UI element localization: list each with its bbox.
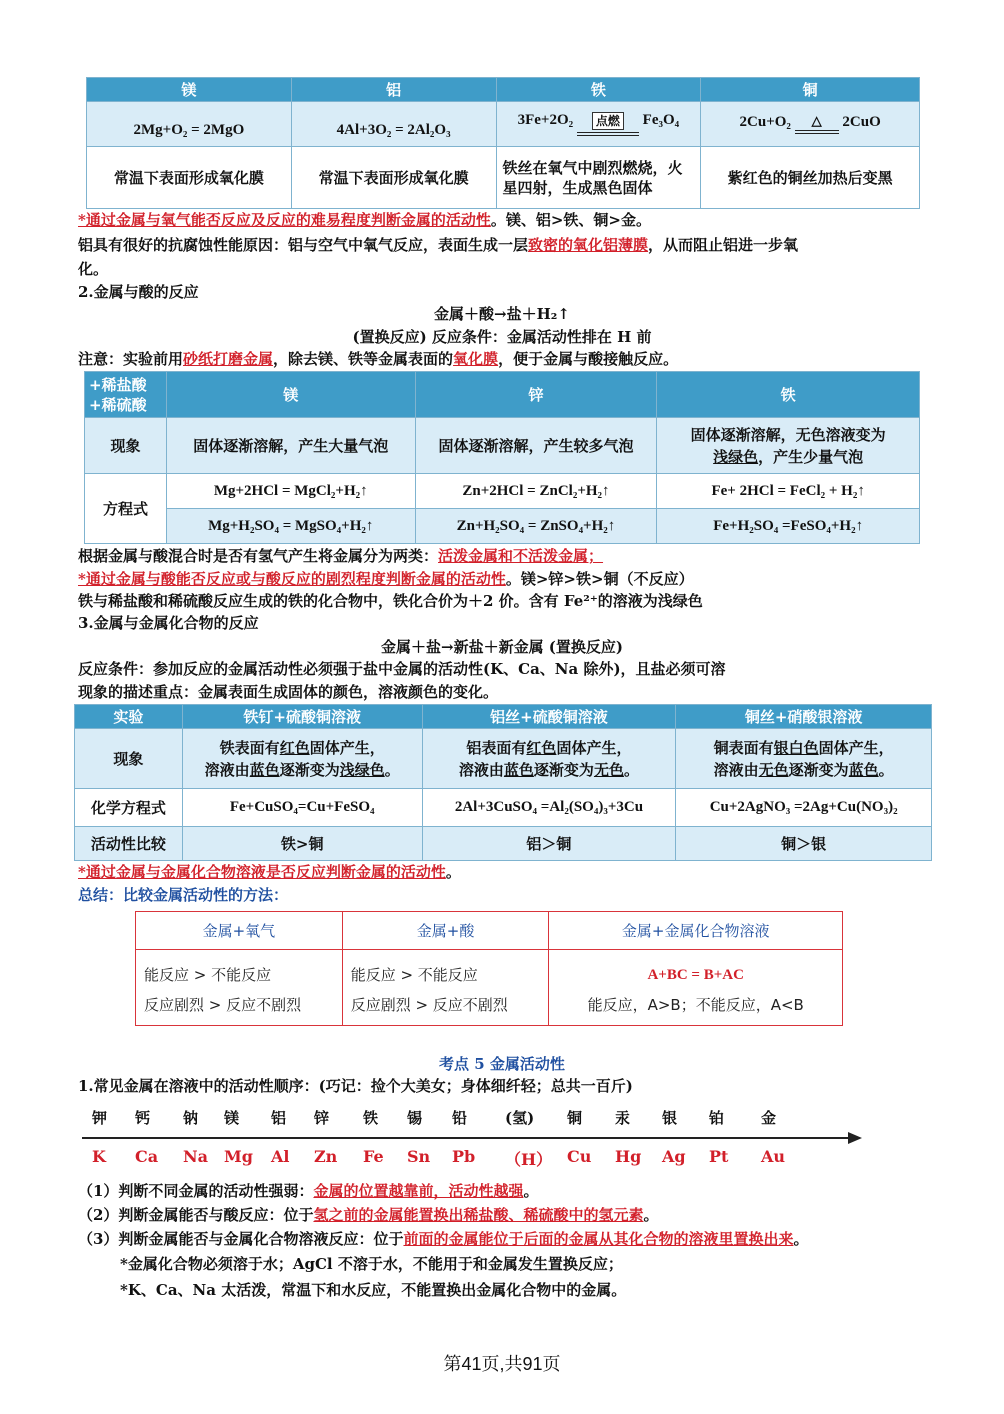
equation-fe [496,102,701,147]
phenomenon-cu: 紫红色的铜丝加热后变黑 [701,147,920,209]
note-agcl: *金属化合物必须溶于水；AgCl 不溶于水，不能用于和金属发生置换反应； [120,1255,623,1273]
row-label-phenomenon: 现象 [85,418,167,474]
activity-arrow-head [848,1132,862,1144]
salt-row-label-phenomenon: 现象 [75,729,183,789]
metal-name-cn: 铁 [363,1109,379,1127]
sp2-g: 无色 [593,760,624,779]
corner-h2so4: +稀硫酸 [89,395,147,414]
sp3-a: 铜表面有 [713,738,774,757]
metal-name-cn: 镁 [224,1109,240,1127]
note-prefix: 注意：实验前用 [78,350,184,368]
acid-phenomenon-mg: 固体逐渐溶解，产生大量气泡 [166,418,415,474]
salt-conclusion-highlight: *通过金属与金属化合物溶液是否反应判断金属的活动性 [78,863,446,881]
sp2-c: 固体产生， [556,738,632,757]
acid-header-fe: 铁 [657,372,920,418]
metal-symbol: Au [761,1147,786,1166]
section-5-title: 考点 5 金属活动性 [439,1055,565,1073]
sp2-a: 铝表面有 [466,738,527,757]
sp1-a: 铁表面有 [219,738,280,757]
salt-condition: 反应条件：参加反应的金属活动性必须强于盐中金属的活动性(K、Ca、Na 除外)，且盐必须可溶 [78,660,726,678]
metal-name-cn: 锡 [407,1109,423,1127]
point-1 [78,1180,538,1202]
metal-symbol: Zn [314,1147,338,1166]
activity-order-line: 1.常见金属在溶液中的活动性顺序：(巧记：捡个大美女；身体细纤轻；总共一百斤) [78,1077,633,1095]
acid-header-zn: 锌 [415,372,657,418]
phenomenon-fe: 铁丝在氧气中剧烈燃烧，火星四射，生成黑色固体 [496,147,701,209]
acid-phenomenon-fe-1: 固体逐渐溶解，无色溶液变为 [690,425,886,444]
metal-name-cn: 钾 [92,1109,108,1127]
summary-header-solution: 金属+金属化合物溶液 [549,912,843,950]
equation-cu [701,102,920,147]
section-2-heading: 2.金属与酸的反应 [78,283,199,301]
oxygen-conclusion-highlight: *通过金属与氧气能否反应及反应的难易程度判断金属的活动性 [78,211,491,229]
metal-symbol: Cu [567,1147,592,1166]
salt-conclusion-tail: 。 [445,863,461,881]
hcl-zn: Zn+2HCl = ZnCl₂+H₂↑ [415,474,657,509]
metal-symbol: Sn [407,1147,431,1166]
point-1-prefix: （1）判断不同金属的活动性强弱： [78,1182,314,1200]
aluminum-highlight: 致密的氧化铝薄膜 [528,236,649,254]
salt-equation-2: 2Al+3CuSO₄ =Al₂(SO₄)₃+3Cu [422,789,676,827]
point-3-prefix: （3）判断金属能否与金属化合物溶液反应：位于 [78,1230,404,1248]
aluminum-prefix: 铝具有很好的抗腐蚀性能原因：铝与空气中氧气反应，表面生成一层 [78,236,529,254]
condition-ignite: 点燃 [592,112,624,130]
metal-name-cn: 汞 [615,1109,631,1127]
hcl-mg: Mg+2HCl = MgCl₂+H₂↑ [166,474,415,509]
summary-title: 总结：比较金属活动性的方法： [78,886,289,904]
sp3-f: 逐渐变为 [788,760,849,779]
metal-name-cn: 铜 [567,1109,583,1127]
salt-header-2: 铝丝+硫酸铜溶液 [422,705,676,729]
acid-header-mg: 镁 [166,372,415,418]
acid-phenomenon-fe-color: 浅绿色 [713,447,759,466]
point-3 [78,1228,808,1250]
aluminum-suffix: ，从而阻止铝进一步氧 [648,236,799,254]
point-1-tail: 。 [523,1182,539,1200]
metal-symbol: Al [271,1147,290,1166]
salt-phenomenon-2 [422,729,676,789]
metal-symbol: Ag [662,1147,686,1166]
salt-activity-3: 铜＞银 [676,827,932,861]
sp1-c: 固体产生， [309,738,385,757]
acid-phenomenon-fe-2: ，产生少量气泡 [758,447,864,466]
sp1-e: 蓝色 [249,760,280,779]
metal-name-cn: (氢) [505,1109,535,1127]
metal-symbol: Pt [709,1147,729,1166]
corner-cell [85,372,167,418]
equation-fe-right: Fe₃O₄ [642,112,680,128]
salt-row-label-activity: 活动性比较 [75,827,183,861]
oxygen-conclusion-tail: 。镁、铝>铁、铜>金。 [490,211,651,229]
sp2-f: 逐渐变为 [533,760,594,779]
section-3-heading: 3.金属与金属化合物的反应 [78,614,259,632]
acid-table [84,371,920,544]
acid-formula: 金属＋酸→盐＋H₂↑ [434,305,570,323]
summary-oxygen-1: 能反应 > 不能反应 [144,966,272,984]
equation-cu-left: 2Cu+O₂ [739,114,791,130]
description-focus: 现象的描述重点：金属表面生成固体的颜色，溶液颜色的变化。 [78,683,499,701]
equation-mg: 2Mg+O₂ = 2MgO [87,102,292,147]
salt-table [74,704,932,861]
summary-oxygen-2: 反应剧烈 > 反应不剧烈 [144,996,302,1014]
point-2-highlight: 氢之前的金属能置换出稀盐酸、稀硫酸中的氢元素 [313,1206,644,1224]
page-footer: 第41页,共91页 [443,1354,561,1374]
classify-highlight: 活泼金属和不活泼金属； [438,547,604,565]
classify-line [78,545,603,567]
phenomenon-al: 常温下表面形成氧化膜 [291,147,496,209]
col-header-fe: 铁 [496,78,701,102]
note-highlight-1: 砂纸打磨金属 [183,350,274,368]
summary-solution-rule: 能反应，A>B；不能反应，A<B [587,996,804,1014]
summary-acid-cell [342,950,549,1026]
col-header-cu: 铜 [701,78,920,102]
salt-equation-1: Fe+CuSO₄=Cu+FeSO₄ [182,789,422,827]
salt-phenomenon-3 [676,729,932,789]
col-header-mg: 镁 [87,78,292,102]
acid-condition: (置换反应) 反应条件：金属活动性排在 H 前 [352,328,652,346]
iron-valence-line: 铁与稀盐酸和稀硫酸反应生成的铁的化合物中，铁化合价为＋2 价。含有 Fe²⁺的溶液为浅绿色 [78,592,703,610]
metal-symbol: Mg [224,1147,253,1166]
metal-symbol: Hg [615,1147,642,1166]
summary-header-oxygen: 金属+氧气 [136,912,343,950]
metal-name-cn: 金 [761,1109,777,1127]
salt-phenomenon-1 [182,729,422,789]
summary-header-acid: 金属+酸 [342,912,549,950]
metal-name-cn: 铅 [452,1109,468,1127]
salt-conclusion [78,861,461,883]
equation-al: 4Al+3O₂ = 2Al₂O₃ [291,102,496,147]
activity-arrow-line [82,1137,852,1139]
summary-solution-equation: A+BC = B+AC [647,967,744,983]
point-2 [78,1204,658,1226]
point-1-highlight: 金属的位置越靠前，活动性越强 [313,1182,524,1200]
acid-conclusion [78,568,694,590]
aluminum-wrap: 化。 [78,260,109,278]
note-highlight-2: 氧化膜 [453,350,499,368]
metal-symbol: K [92,1147,106,1166]
row-label-equation: 方程式 [85,474,167,544]
sp1-b: 红色 [279,738,310,757]
point-2-prefix: （2）判断金属能否与酸反应：位于 [78,1206,314,1224]
phenomenon-mg: 常温下表面形成氧化膜 [87,147,292,209]
h2so4-fe: Fe+H₂SO₄ =FeSO₄+H₂↑ [657,509,920,544]
point-3-tail: 。 [793,1230,809,1248]
metal-symbol: Na [183,1147,208,1166]
sp1-d: 溶液由 [204,760,250,779]
equation-cu-right: 2CuO [842,114,881,130]
sp2-d: 溶液由 [458,760,504,779]
acid-phenomenon-fe [657,418,920,474]
salt-activity-1: 铁>铜 [182,827,422,861]
h2so4-zn: Zn+H₂SO₄ = ZnSO₄+H₂↑ [415,509,657,544]
note-mid: ，除去镁、铁等金属表面的 [273,350,454,368]
equation-fe-left: 3Fe+2O₂ [517,112,574,128]
corner-hcl: +稀盐酸 [89,375,147,394]
metal-symbol: Pb [452,1147,476,1166]
salt-row-label-equation: 化学方程式 [75,789,183,827]
note-suffix: ，便于金属与酸接触反应。 [498,350,679,368]
summary-acid-2: 反应剧烈 > 反应不剧烈 [350,996,508,1014]
metal-name-cn: 锌 [314,1109,330,1127]
metal-symbol: Fe [363,1147,384,1166]
salt-formula: 金属＋盐→新盐＋新金属 (置换反应) [381,638,623,656]
metal-name-cn: 钠 [183,1109,199,1127]
sp3-d: 溶液由 [713,760,759,779]
acid-conclusion-tail: 。镁>锌>铁>铜（不反应） [505,570,694,588]
point-3-highlight: 前面的金属能位于后面的金属从其化合物的溶液里置换出来 [403,1230,794,1248]
sp3-g: 蓝色 [848,760,879,779]
metal-name-cn: 银 [662,1109,678,1127]
condition-heat: △ [811,113,822,128]
sp1-f: 逐渐变为 [279,760,340,779]
sp2-h: 。 [623,760,639,779]
sp3-b: 银白色 [773,738,819,757]
sp3-e: 无色 [758,760,789,779]
salt-activity-2: 铝＞铜 [422,827,676,861]
sp1-h: 。 [384,760,400,779]
metal-symbol: （H） [505,1150,553,1169]
acid-phenomenon-zn: 固体逐渐溶解，产生较多气泡 [415,418,657,474]
summary-solution-cell [549,950,843,1026]
col-header-al: 铝 [291,78,496,102]
oxygen-table [86,77,920,209]
point-2-tail: 。 [643,1206,659,1224]
salt-equation-3: Cu+2AgNO₃ =2Ag+Cu(NO₃)₂ [676,789,932,827]
metal-symbol: Ca [135,1147,159,1166]
note-line [78,348,678,370]
metal-name-cn: 铂 [709,1109,725,1127]
oxygen-conclusion [78,209,651,231]
acid-conclusion-highlight: *通过金属与酸能否反应或与酸反应的剧烈程度判断金属的活动性 [78,570,506,588]
salt-header-3: 铜丝+硝酸银溶液 [676,705,932,729]
classify-prefix: 根据金属与酸混合时是否有氢气产生将金属分为两类： [78,547,439,565]
summary-oxygen-cell [136,950,343,1026]
salt-header-experiment: 实验 [75,705,183,729]
aluminum-explanation [78,234,798,256]
sp2-e: 蓝色 [503,760,534,779]
metal-name-cn: 铝 [271,1109,287,1127]
note-active-metals: *K、Ca、Na 太活泼，常温下和水反应，不能置换出金属化合物中的金属。 [120,1281,627,1299]
sp3-h: 。 [878,760,894,779]
hcl-fe: Fe+ 2HCl = FeCl₂ + H₂↑ [657,474,920,509]
h2so4-mg: Mg+H₂SO₄ = MgSO₄+H₂↑ [166,509,415,544]
sp3-c: 固体产生， [818,738,894,757]
summary-acid-1: 能反应 > 不能反应 [350,966,478,984]
sp1-g: 浅绿色 [339,760,385,779]
summary-table [135,911,843,1026]
metal-name-cn: 钙 [135,1109,151,1127]
salt-header-1: 铁钉+硫酸铜溶液 [182,705,422,729]
sp2-b: 红色 [526,738,557,757]
